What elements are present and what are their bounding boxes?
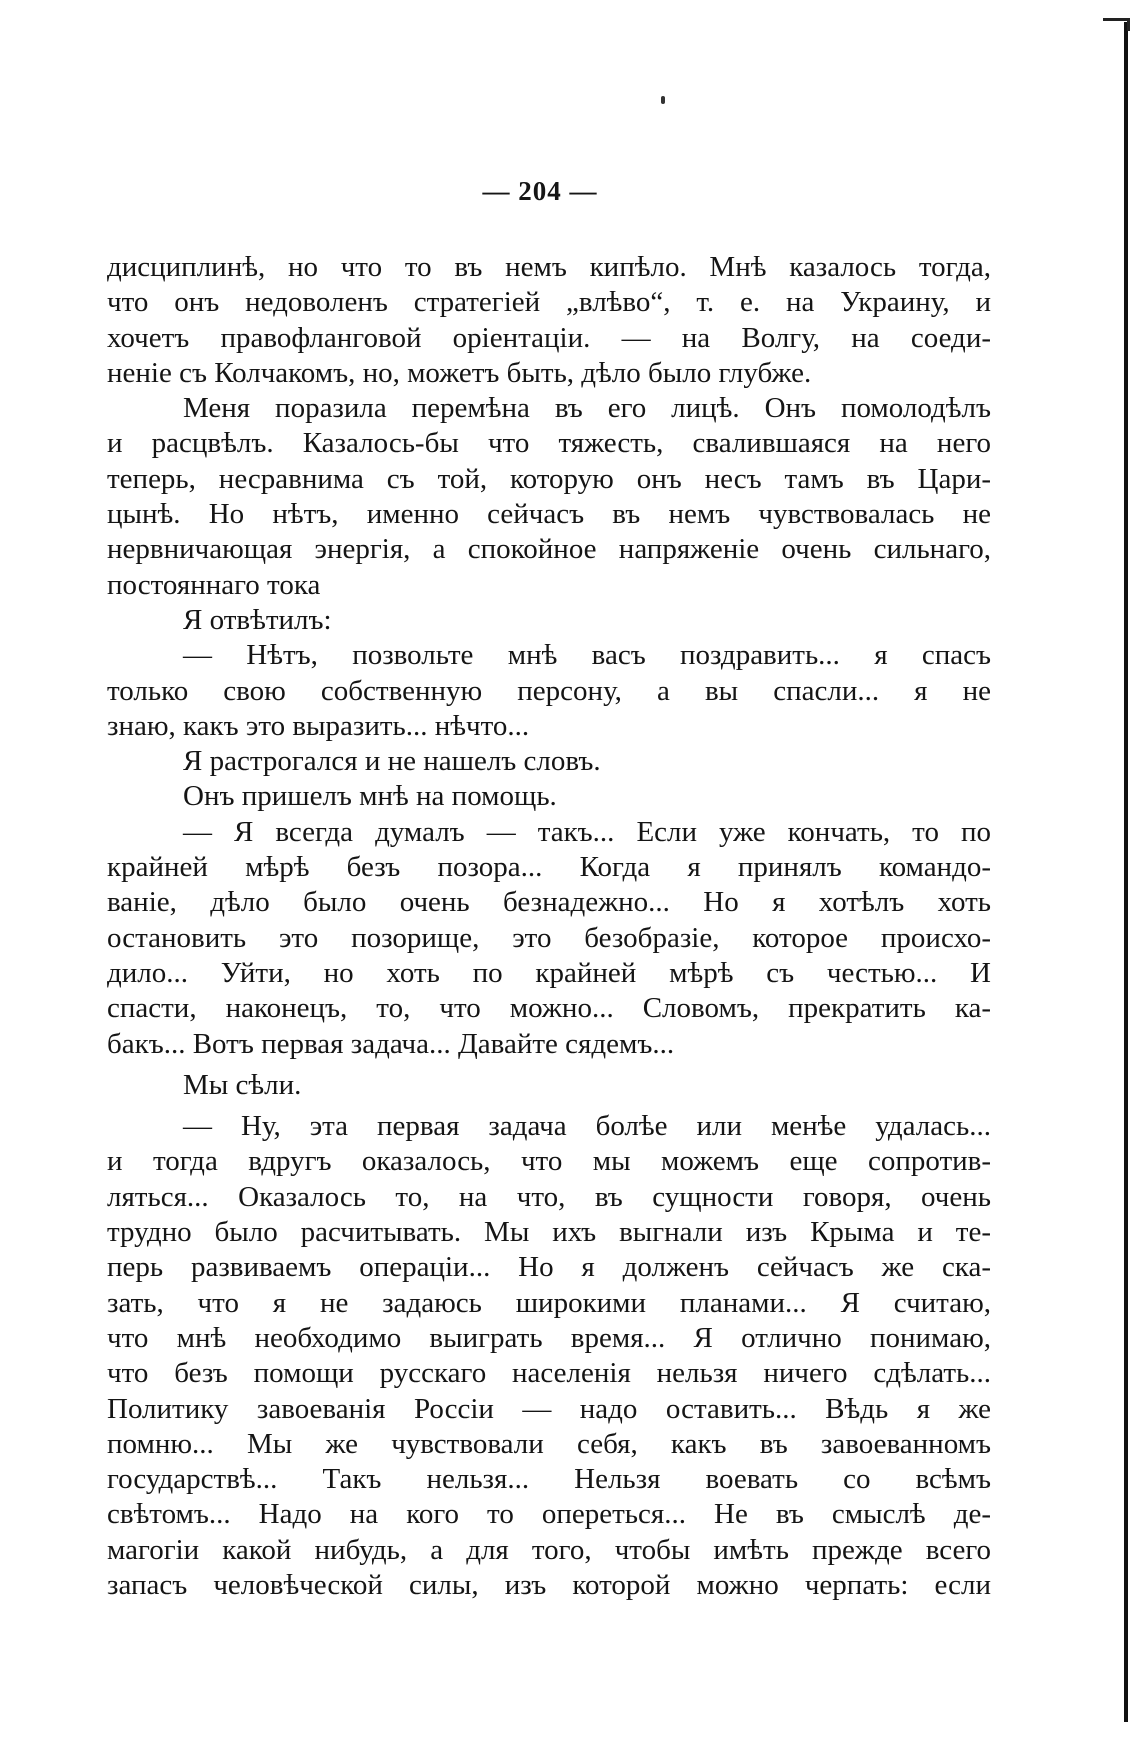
text-line: дисциплинѣ, но что то въ немъ кипѣло. Мнѣ казалось тогда, [107, 251, 991, 283]
page-number: — 204 — [482, 176, 598, 206]
body-text [107, 250, 991, 1603]
text-line: трудно было расчитывать. Мы ихъ выгнали изъ Крыма и те- [107, 1216, 991, 1249]
text-line: что мнѣ необходимо выиграть время... Я отлично понимаю, [107, 1321, 991, 1354]
text-line: только свою собственную персону, а вы спасли... я не [107, 674, 991, 707]
text-line: зать, что я не задаюсь широкими планами... Я считаю, [107, 1286, 991, 1319]
text-line: — Нѣтъ, позвольте мнѣ васъ поздравить... я спасъ [183, 639, 991, 672]
text-line: Я растрогался и не нашелъ словъ. [183, 745, 601, 778]
text-line: ваніе, дѣло было очень безнадежно... Но я хотѣлъ хоть [107, 886, 991, 919]
text-line: остановить это позорище, это безобразіе, которое происхо- [107, 921, 991, 954]
text-line: что безъ помощи русскаго населенія нельзя ничего сдѣлать... [107, 1357, 991, 1390]
text-line: Онъ пришелъ мнѣ на помощь. [183, 780, 557, 813]
text-line: магогіи какой нибудь, а для того, чтобы имѣть прежде всего [107, 1533, 991, 1566]
text-line: теперь, несравнима съ той, которую онъ несъ тамъ въ Цари- [107, 462, 991, 495]
text-line: помню... Мы же чувствовали себя, какъ въ завоеванномъ [107, 1427, 991, 1460]
text-line: государствѣ... Такъ нельзя... Нельзя воевать со всѣмъ [107, 1463, 991, 1496]
text-line: Меня поразила перемѣна въ его лицѣ. Онъ помолодѣлъ [183, 392, 991, 425]
text-line: Политику завоеванія Россіи — надо оставить... Вѣдь я же [107, 1392, 991, 1425]
text-line: неніе съ Колчакомъ, но, можетъ быть, дѣло было глубже. [107, 356, 812, 389]
text-line: постояннаго тока [107, 568, 321, 601]
text-line: бакъ... Вотъ первая задача... Давайте сядемъ... [107, 1027, 675, 1060]
text-line: крайней мѣрѣ безъ позора... Когда я принялъ командо- [107, 851, 991, 884]
text-line: перь развиваемъ операціи... Но я долженъ сейчасъ же ска- [107, 1251, 991, 1284]
text-line: ляться... Оказалось то, на что, въ сущности говоря, очень [107, 1180, 991, 1213]
text-line: Я отвѣтилъ: [183, 603, 332, 636]
text-line: запасъ человѣческой силы, изъ которой можно черпать: если [107, 1568, 991, 1601]
text-line: что онъ недоволенъ стратегіей „влѣво“, т. е. на Украину, и [107, 286, 991, 319]
text-line: нервничающая энергія, а спокойное напряженіе очень сильнаго, [107, 533, 991, 566]
text-line: спасти, наконецъ, то, что можно... Словомъ, прекратить ка- [107, 992, 991, 1025]
text-line: — Я всегда думалъ — такъ... Если уже кончать, то по [183, 815, 991, 848]
text-line: цынѣ. Но нѣтъ, именно сейчасъ въ немъ чувствовалась не [107, 498, 991, 531]
text-line: и тогда вдругъ оказалось, что мы можемъ еще сопротив- [107, 1145, 991, 1178]
corner-mark [1103, 18, 1130, 31]
text-line: и расцвѣлъ. Казалось-бы что тяжесть, свалившаяся на него [107, 427, 991, 460]
page-edge-shadow [1124, 22, 1128, 1722]
text-line: свѣтомъ... Надо на кого то опереться... Не въ смыслѣ де- [107, 1498, 991, 1531]
ink-speck [661, 96, 665, 104]
text-line: знаю, какъ это выразить... нѣчто... [107, 709, 530, 742]
text-line: хочетъ правофланговой оріентаціи. — на Волгу, на соеди- [107, 321, 991, 354]
text-line: — Ну, эта первая задача болѣе или менѣе удалась... [183, 1110, 991, 1143]
text-line: Мы сѣли. [183, 1068, 302, 1101]
text-line: дило... Уйти, но хоть по крайней мѣрѣ съ честью... И [107, 956, 991, 989]
